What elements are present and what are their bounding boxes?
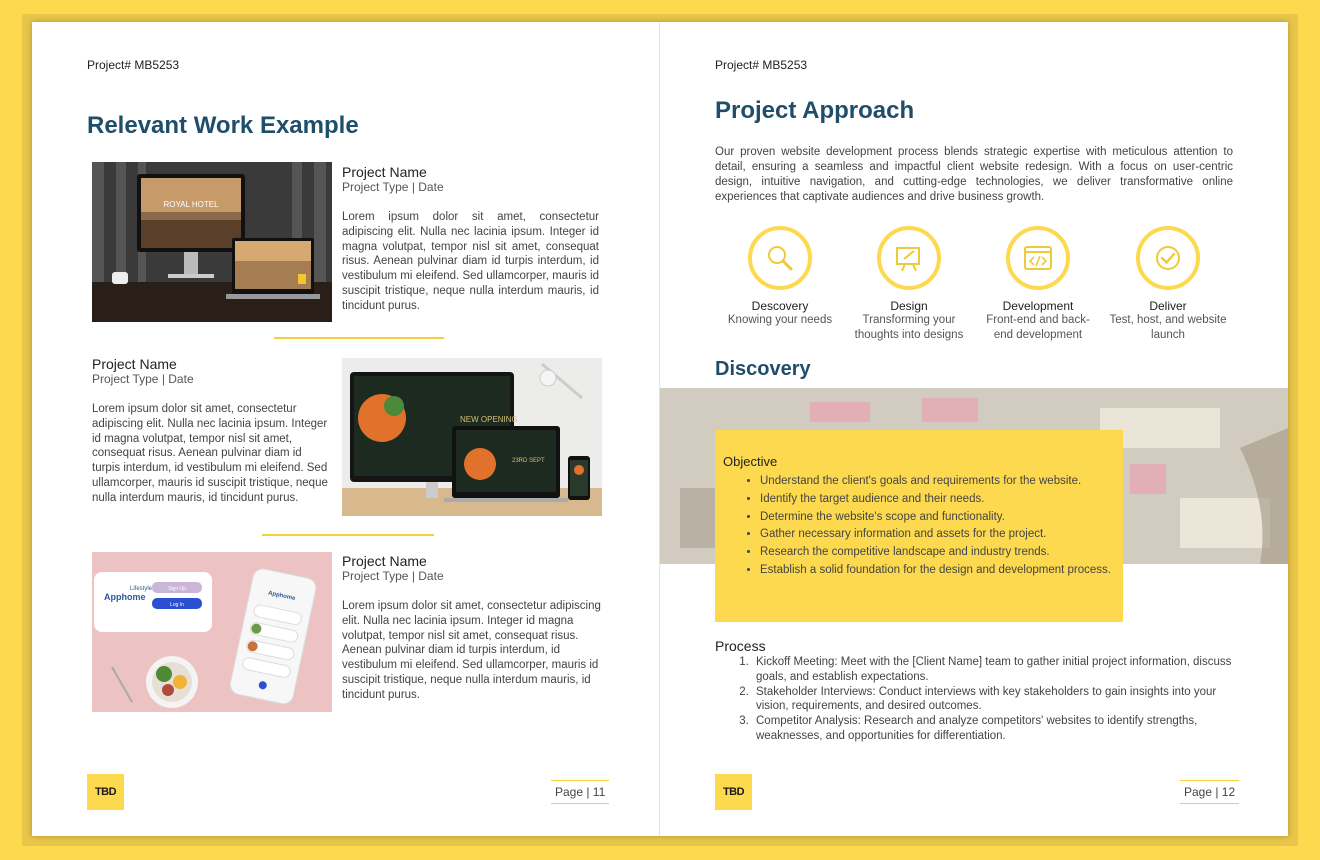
project-image-hotel [92, 162, 332, 322]
step-deliver [1108, 226, 1228, 343]
card-3-type-date: Project Type | Date [342, 569, 444, 583]
card-3-name: Project Name [342, 553, 427, 569]
tbd-logo: TBD [715, 774, 752, 810]
image-caption-hotel: ROYAL HOTEL [163, 200, 219, 209]
app-phone-name: Apphome [267, 590, 296, 603]
intro-paragraph: Our proven website development process blends strategic expertise with meticulous attention to detail, ensuring a seamless and impactful client website redesign. With a focus on user-centric design, intuitive navigation, and cutting-edge technologies, we deliver transformative online experiences that captivate audiences and drive business growth. [715, 146, 1233, 203]
code-window-icon [1006, 226, 1070, 290]
card-1-type-date: Project Type | Date [342, 180, 444, 194]
page-number: Page | 12 [1180, 780, 1239, 804]
document-spread [32, 22, 1288, 836]
card-2-type-date: Project Type | Date [92, 372, 194, 386]
step-design [849, 226, 969, 343]
step-desc: Transforming your thoughts into designs [854, 314, 964, 341]
project-number: Project# MB5253 [715, 58, 808, 72]
step-discovery [720, 226, 840, 328]
process-title: Process [715, 638, 766, 654]
step-title: Development [1002, 299, 1074, 313]
step-title: Design [890, 299, 928, 313]
section-title: Discovery [715, 358, 811, 380]
app-lifestyle-text: Lifestyle [130, 586, 153, 592]
list-item: • Identify the target audience and their needs. [760, 491, 1115, 509]
right-page [660, 22, 1288, 836]
card-1-body: Lorem ipsum dolor sit amet, consectetur adipiscing elit. Nulla nec lacinia ipsum. Integer id magna volutpat, tempor nisl sit amet, consequat risus. Aenean pulvinar diam id turpis interdum, id vestibulum mi eleifend. Sed ullamcorper, mauris id suscipit tristique, neque nulla interdum mauris, id tincidunt purus. [342, 211, 599, 312]
step-desc: Front-end and back-end development [986, 314, 1090, 341]
left-page [32, 22, 660, 836]
list-item: • Determine the website's scope and functionality. [760, 509, 1115, 527]
list-item: • Research the competitive landscape and industry trends. [760, 544, 1115, 562]
project-number: Project# MB5253 [87, 58, 180, 72]
list-item: • Understand the client's goals and requirements for the website. [760, 473, 1115, 491]
list-item: 1. Kickoff Meeting: Meet with the [Client Name] team to gather initial project information, discuss goals, and establish expectations. [752, 655, 1235, 685]
project-image-restaurant [342, 358, 602, 516]
step-title: Deliver [1149, 299, 1187, 313]
image-caption-date: 23RD SEPT [512, 458, 545, 464]
check-circle-icon [1136, 226, 1200, 290]
list-item: • Gather necessary information and assets for the project. [760, 526, 1115, 544]
objective-box [715, 430, 1123, 622]
divider [274, 337, 444, 339]
page-number: Page | 11 [551, 780, 609, 804]
step-development [978, 226, 1098, 343]
design-board-icon [877, 226, 941, 290]
card-1-name: Project Name [342, 164, 427, 180]
objective-title: Objective [723, 454, 778, 469]
app-signup-text: Sign Up [168, 586, 186, 592]
list-item: 3. Competitor Analysis: Research and analyze competitors' websites to identify strengths, weaknesses, and opportunities for differentiation. [752, 714, 1235, 744]
divider [262, 534, 434, 536]
app-name-text: Apphome [104, 592, 146, 602]
card-2-name: Project Name [92, 356, 177, 372]
card-2-body: Lorem ipsum dolor sit amet, consectetur adipiscing elit. Nulla nec lacinia ipsum. Integer id magna volutpat, tempor nisl sit amet, consequat risus. Aenean pulvinar diam id turpis interdum, id vestibulum mi eleifend. Sed ullamcorper, mauris id suscipit tristique, neque nulla interdum mauris, id tincidunt purus. [92, 403, 328, 504]
page-title: Relevant Work Example [87, 112, 359, 139]
image-caption-opening: NEW OPENING [460, 415, 518, 424]
process-list [715, 655, 1235, 744]
list-item: • Establish a solid foundation for the design and development process. [760, 562, 1115, 580]
magnifier-icon [748, 226, 812, 290]
objective-list [723, 473, 1115, 580]
app-login-text: Log In [170, 602, 184, 608]
step-title: Descovery [751, 299, 809, 313]
card-3-body: Lorem ipsum dolor sit amet, consectetur adipiscing elit. Nulla nec lacinia ipsum. Integer id magna volutpat, tempor nisl sit amet, consequat risus. Aenean pulvinar diam id turpis interdum, id vestibulum mi eleifend. Sed ullamcorper, mauris id suscipit tristique, neque nulla interdum mauris, id tincidunt purus. [342, 600, 601, 701]
list-item: 2. Stakeholder Interviews: Conduct interviews with key stakeholders to gain insights into your vision, requirements, and desired outcomes. [752, 685, 1235, 715]
project-image-app [92, 552, 332, 712]
step-desc: Knowing your needs [727, 314, 833, 326]
step-desc: Test, host, and website launch [1109, 314, 1227, 341]
page-title: Project Approach [715, 97, 915, 124]
tbd-logo: TBD [87, 774, 124, 810]
